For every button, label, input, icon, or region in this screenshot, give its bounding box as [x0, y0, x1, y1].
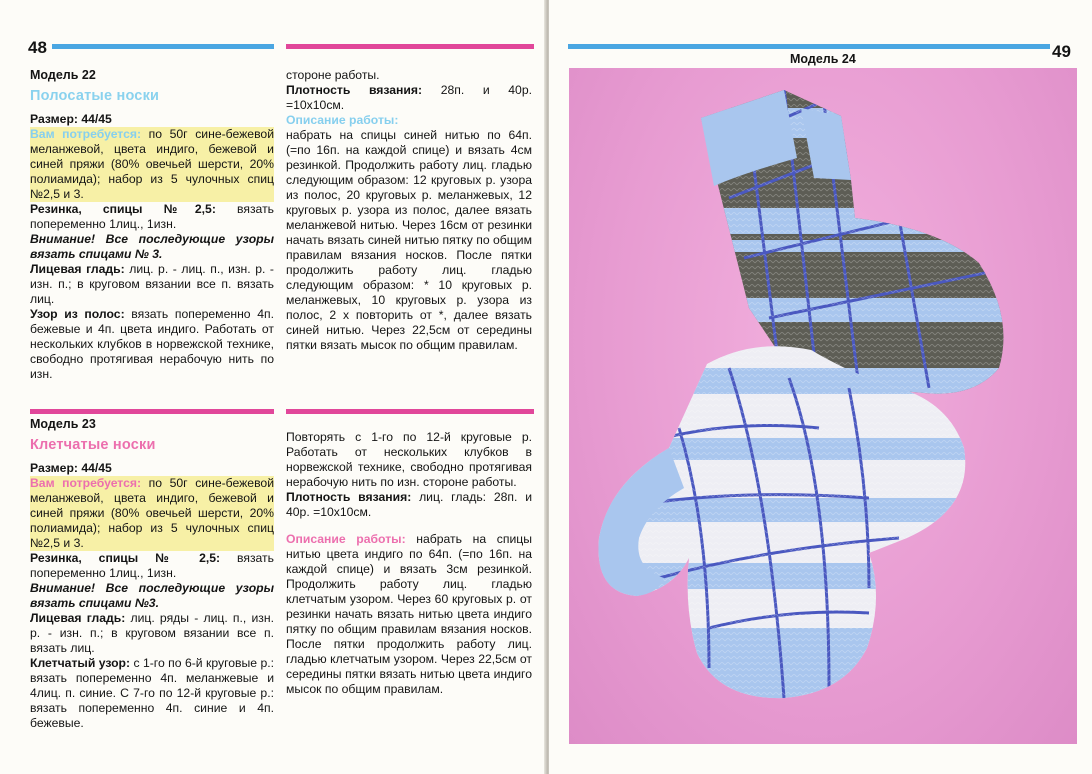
model22-description-tag-line: [286, 113, 532, 128]
model23-check-label: Клетчатый узор:: [30, 656, 131, 670]
model23-description: [286, 532, 532, 697]
model23-gauge-label: Плотность вязания:: [286, 490, 412, 504]
model22-description-tag: Описание работы:: [286, 113, 399, 127]
model22-gauge: [286, 83, 532, 113]
model22-column-a: [30, 68, 274, 382]
section-divider-left: [30, 409, 274, 414]
model23-rib: [30, 551, 274, 581]
model23-size: Размер: 44/45: [30, 461, 112, 475]
model22-stripe-text: вязать попеременно 4п. бежевые и 4п. цвета индиго. Работать от нескольких клубков в норвежской технике, свободно протягивая нерабочую нить по изн.: [30, 307, 274, 381]
model22-gauge-text: 28п. и 40р. =10х10см.: [286, 83, 532, 112]
model22-title: Полосатые носки: [30, 88, 160, 104]
model23-materials-text: по 50г сине-бежевой меланжевой, цвета индиго, бежевой и синей пряжи (80% овечьей шерсти, 20% полиамида); набор из 5 чулочных спиц №2,5 и 3.: [30, 476, 274, 550]
model23-stockinette: [30, 611, 274, 656]
model22-description: набрать на спицы синей нитью по 64п. (=по 16п. на каждой спице) и вязать 4см резинкой. Продолжить работу лиц. гладью следующим образом: 12 круговых р. узора из полос, 20 круговых р. меланжевых, 12 круговых р. узора из полос, далее вязать меланжевой нитью. Через 16см от резинки начать вязать синей нитью пятку по общим правилам вязания носков. После пятки продолжить работу лиц. гладью следующим образом: * 10 круговых р. меланжевых, 10 круговых р. узора из полос, 2 х повторить от *, далее вязать синей нитью. Через 22,5см от середины пятки вязать мысок по общим правилам.: [286, 128, 532, 352]
model22-stripe-pattern: [30, 307, 274, 382]
model23-repeat: Повторять с 1-го по 12-й круговые р. Работать от нескольких клубков в норвежской технике, свободно протягивая нерабочую нить по изн. стороне работы.: [286, 430, 532, 489]
model22-materials-text: по 50г сине-бежевой меланжевой, цвета индиго, бежевой и синей пряжи (80% овечьей шерсти, 20% полиамида); набор из 5 чулочных спиц №2,5 и 3.: [30, 127, 274, 201]
model23-attention: Внимание! Все последующие узоры вязать спицами №3.: [30, 581, 274, 610]
socks-illustration: [569, 68, 1077, 744]
model22-materials-tag: Вам потребуется:: [30, 127, 142, 141]
model22-stripe-label: Узор из полос:: [30, 307, 125, 321]
header-bar-blue-left: [52, 44, 274, 49]
model23-materials-tag: Вам потребуется:: [30, 476, 142, 490]
model22-label: Модель 22: [30, 68, 96, 82]
model23-gauge-text: лиц. гладь: 28п. и 40р. =10х10см.: [286, 490, 532, 519]
model23-description-tag: Описание работы:: [286, 532, 406, 546]
page-number-right: 49: [1052, 42, 1071, 61]
model22-column-b: [286, 68, 532, 353]
model23-rib-text: вязать попеременно 1лиц., 1изн.: [30, 551, 274, 580]
model23-stockinette-text: лиц. ряды - лиц. п., изн. р. - изн. п.; в круговом вязании все п. вязать лиц.: [30, 611, 274, 655]
model23-gauge: [286, 490, 532, 520]
model23-label: Модель 23: [30, 417, 96, 431]
page-number-left: 48: [28, 38, 47, 57]
model22-materials: [30, 127, 274, 202]
model22-gauge-label: Плотность вязания:: [286, 83, 423, 97]
model23-column-b: [286, 430, 532, 697]
model22-rib: [30, 202, 274, 232]
model23-check-pattern: [30, 656, 274, 731]
model23-stockinette-label: Лицевая гладь:: [30, 611, 126, 625]
model22-stockinette: [30, 262, 274, 307]
model23-title: Клетчатые носки: [30, 437, 156, 453]
model22-stockinette-text: лиц. р. - лиц. п., изн. р. - изн. п.; в круговом вязании все п. вязать лиц.: [30, 262, 274, 306]
model22-rib-label: Резинка, спицы №2,5:: [30, 202, 216, 216]
socks-photo: [569, 68, 1077, 744]
model22-rib-text: вязать попеременно 1лиц., 1изн.: [30, 202, 275, 231]
section-divider-right: [286, 409, 534, 414]
model23-check-text: с 1-го по 6-й круговые р.: вязать попеременно 4п. меланжевые и 4лиц. п. синие. С 7-го по 12-й круговые р.: вязать попеременно 4п. синие и 4п. бежевые.: [30, 656, 274, 730]
model23-materials: [30, 476, 274, 551]
header-bar-pink-left: [286, 44, 534, 49]
model23-description-text: набрать на спицы нитью цвета индиго по 64п. (=по 16п. на каждой спице) и вязать 3см резинкой. Продолжить работу лиц. гладью клетчатым узором. Через 60 круговых р. от резинки начать вязать нитью цвета индиго пятку по общим правилам вязания носков. После пятки продолжить работу лиц. гладью клетчатым узором. Через 22,5см от середины пятки вязать нитью цвета индиго мысок по общим правилам.: [286, 532, 532, 696]
model23-column-a: [30, 417, 274, 731]
model22-stockinette-label: Лицевая гладь:: [30, 262, 125, 276]
header-bar-blue-right: [568, 44, 1050, 49]
model22-attention: Внимание! Все последующие узоры вязать спицами № 3.: [30, 232, 274, 261]
model22-continued: стороне работы.: [286, 68, 380, 82]
model23-rib-label: Резинка, спицы № 2,5:: [30, 551, 221, 565]
model24-label: Модель 24: [790, 52, 856, 66]
model22-size: Размер: 44/45: [30, 112, 112, 126]
